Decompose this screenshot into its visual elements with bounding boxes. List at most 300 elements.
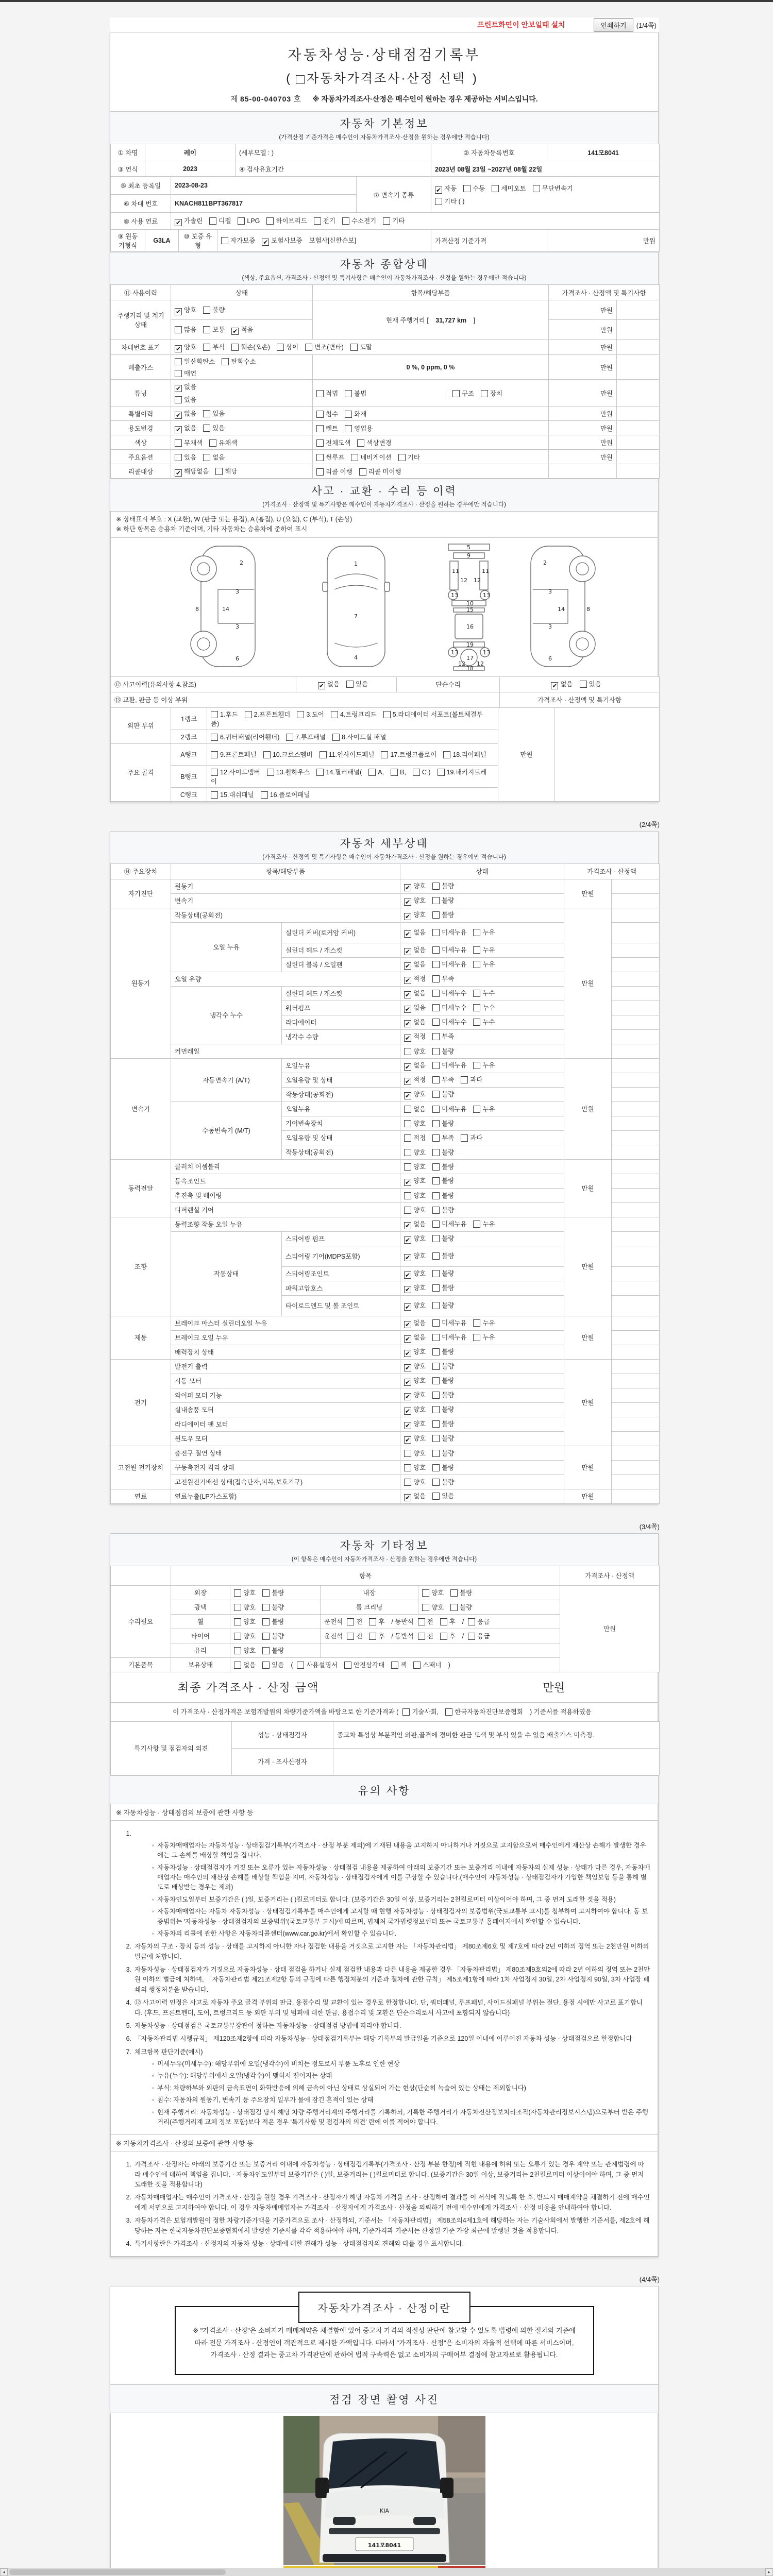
checkbox[interactable] (209, 439, 216, 447)
checkbox[interactable] (262, 1604, 270, 1611)
checkbox[interactable] (262, 1618, 270, 1625)
checkbox-checked[interactable]: ✔ (405, 913, 411, 920)
checkbox-checked[interactable]: ✔ (175, 308, 181, 315)
checkbox[interactable] (175, 396, 182, 403)
checkbox[interactable] (440, 1633, 447, 1640)
checkbox[interactable] (175, 439, 182, 447)
subitem-cell: 기어변속장치 (282, 1116, 400, 1130)
price-col-label: 가격조사 · 산정액 및 특기사항 (500, 692, 660, 707)
checkbox[interactable] (432, 1420, 440, 1428)
item-cell: 충전구 절연 상태 (171, 1446, 400, 1460)
checkbox[interactable] (533, 185, 540, 192)
svg-text:2: 2 (240, 559, 243, 566)
checkbox[interactable] (316, 411, 324, 418)
window-top-edge (0, 0, 773, 2)
checkbox[interactable] (432, 1392, 440, 1399)
checkbox[interactable] (404, 1450, 411, 1457)
checkbox[interactable] (473, 929, 480, 936)
checkbox[interactable] (263, 751, 271, 758)
checkbox[interactable] (481, 390, 488, 397)
detail-price-extra (612, 986, 660, 1001)
checkbox[interactable] (404, 1163, 411, 1171)
checkbox[interactable] (211, 791, 218, 799)
checkbox-checked[interactable]: ✔ (405, 1254, 411, 1261)
checkbox[interactable] (580, 681, 587, 688)
notice-item (118, 2021, 650, 2031)
checkbox[interactable] (344, 1662, 351, 1669)
detail-price-extra (612, 1116, 660, 1130)
scroll-left-button[interactable]: ◄ (0, 2568, 8, 2576)
checkbox[interactable] (203, 425, 210, 432)
checkbox[interactable] (222, 358, 229, 365)
item-cell: 클러치 어셈블리 (171, 1159, 400, 1174)
final-price-note (110, 1702, 658, 1722)
checkbox[interactable] (261, 791, 268, 799)
checkbox[interactable] (332, 734, 340, 741)
checkbox[interactable] (359, 468, 366, 476)
checkbox[interactable] (473, 1106, 480, 1113)
checkbox-checked[interactable]: ✔ (405, 948, 411, 955)
detail-price-extra (612, 1231, 660, 1246)
checkbox[interactable] (432, 1435, 440, 1442)
checkbox-checked[interactable]: ✔ (175, 345, 181, 352)
checkbox[interactable] (468, 1633, 475, 1640)
checkbox[interactable] (404, 1106, 411, 1113)
checkbox[interactable] (277, 344, 284, 351)
checkbox[interactable] (432, 1493, 440, 1500)
checkbox[interactable] (234, 1647, 241, 1654)
checkbox[interactable] (432, 961, 440, 968)
checkbox[interactable] (305, 344, 312, 351)
checkbox-checked[interactable]: ✔ (405, 962, 411, 970)
col-item-part: 항목/해당부품 (171, 863, 400, 879)
checkbox[interactable] (383, 217, 390, 225)
checkbox[interactable] (404, 1149, 411, 1156)
checkbox-checked[interactable]: ✔ (405, 1286, 411, 1293)
basic-info-table-r6 (110, 229, 660, 252)
checkbox[interactable] (391, 769, 398, 776)
checkbox[interactable] (296, 75, 305, 84)
checkbox-checked[interactable]: ✔ (405, 1236, 411, 1244)
checkbox[interactable] (473, 946, 480, 954)
checkbox-label: 3.도어 (306, 710, 324, 718)
checkbox[interactable] (215, 468, 223, 475)
checkbox-label: 16.플로어패널 (270, 791, 310, 799)
subgroup-label: 작동상태 (171, 1231, 282, 1316)
inline-text: ) 기준서를 적용하였음 (529, 1708, 592, 1716)
checkbox[interactable] (418, 1618, 425, 1625)
checkbox[interactable] (391, 1662, 398, 1669)
notice-item (118, 2239, 650, 2249)
checkbox-label: 해당없음 (184, 467, 209, 475)
checkbox-label: 전체도색 (326, 439, 351, 447)
checkbox-label: 영업용 (354, 425, 373, 432)
checkbox[interactable] (432, 1033, 440, 1040)
checkbox-checked[interactable]: ✔ (405, 1422, 411, 1429)
checkbox[interactable] (432, 1149, 440, 1156)
checkbox[interactable] (267, 769, 274, 776)
checkbox[interactable] (203, 410, 210, 417)
checkbox[interactable] (314, 217, 321, 225)
checkbox[interactable] (461, 1134, 468, 1142)
checkbox-checked[interactable]: ✔ (405, 1321, 411, 1328)
checkbox[interactable] (316, 468, 324, 476)
checkbox[interactable] (404, 1479, 411, 1486)
checkbox[interactable] (404, 1134, 411, 1142)
checkbox[interactable] (418, 1633, 425, 1640)
checkbox-checked[interactable]: ✔ (175, 469, 181, 477)
checkbox[interactable] (262, 1633, 270, 1640)
notice-item-text (135, 1829, 650, 1839)
checkbox-label: 미세누유 (442, 1062, 467, 1069)
rank-items (207, 730, 498, 743)
checkbox-checked[interactable]: ✔ (435, 187, 442, 194)
checkbox[interactable] (413, 769, 420, 776)
print-helper-link[interactable]: 프린트화면이 안보일때 설치 (477, 21, 565, 29)
checkbox-label: 양호 (413, 1207, 426, 1214)
checkbox[interactable] (211, 751, 218, 758)
item-cell: 발전기 출력 (171, 1359, 400, 1374)
checkbox-label: 무채색 (184, 439, 203, 447)
checkbox[interactable] (234, 1633, 241, 1640)
detail-row (111, 1159, 660, 1174)
checkbox[interactable] (473, 1319, 480, 1327)
checkbox[interactable] (383, 711, 391, 718)
page-gap-1 (110, 802, 659, 831)
checkbox[interactable] (432, 1106, 440, 1113)
state-cell (400, 1231, 564, 1246)
checkbox-checked[interactable]: ✔ (405, 1179, 411, 1186)
checkbox-checked[interactable]: ✔ (405, 1035, 411, 1042)
checkbox-label: 가솔린 (184, 217, 203, 225)
checkbox[interactable] (262, 1662, 270, 1669)
checkbox[interactable] (402, 1708, 410, 1716)
checkbox-label: 세미오토 (501, 185, 526, 192)
checkbox-label: 적법 (326, 389, 339, 397)
checkbox[interactable] (432, 1450, 440, 1457)
checkbox-label: 부족 (442, 1076, 455, 1083)
checkbox[interactable] (432, 1163, 440, 1171)
checkbox[interactable] (231, 344, 239, 351)
detail-price-extra (612, 1316, 660, 1330)
checkbox[interactable] (422, 1589, 429, 1597)
checkbox[interactable] (435, 198, 442, 205)
transmission-label: ⑦ 변속기 종류 (357, 177, 431, 213)
device-group-label: 변속기 (111, 1058, 171, 1159)
checkbox[interactable] (432, 1319, 440, 1327)
checkbox[interactable] (316, 439, 324, 447)
checkbox-checked[interactable]: ✔ (318, 682, 324, 689)
main-option-items (313, 450, 549, 464)
checkbox[interactable] (432, 1302, 440, 1309)
checkbox[interactable] (404, 1120, 411, 1127)
print-button[interactable]: 인쇄하기 (594, 18, 633, 32)
checkbox[interactable] (345, 390, 352, 397)
detail-price-extra (612, 879, 660, 893)
checkbox-label: 전 (427, 1633, 433, 1640)
checkbox-label: 자동 (444, 185, 457, 192)
checkbox[interactable] (432, 1235, 440, 1242)
checkbox[interactable] (432, 1004, 440, 1011)
checkbox[interactable] (432, 1270, 440, 1277)
checkbox[interactable] (432, 929, 440, 936)
checkbox[interactable] (432, 1019, 440, 1026)
checkbox[interactable] (432, 1134, 440, 1142)
checkbox[interactable] (203, 344, 210, 351)
checkbox[interactable] (342, 217, 349, 225)
checkbox[interactable] (369, 1633, 376, 1640)
checkbox-label: 네비게이션 (360, 453, 392, 461)
checkbox-label: 잭 (400, 1662, 407, 1669)
checkbox[interactable] (266, 217, 274, 225)
checkbox[interactable] (234, 1662, 241, 1669)
item-cell: 원동기 (171, 879, 400, 893)
checkbox[interactable] (234, 1589, 241, 1597)
checkbox[interactable] (234, 1618, 241, 1625)
checkbox[interactable] (398, 454, 406, 461)
checkbox[interactable] (422, 1604, 429, 1611)
checkbox[interactable] (404, 1207, 411, 1214)
checkbox[interactable] (357, 439, 364, 447)
scroll-right-button[interactable]: ► (765, 2568, 773, 2576)
checkbox[interactable] (468, 1618, 475, 1625)
checkbox-checked[interactable]: ✔ (405, 991, 411, 998)
checkbox-label: 전 (427, 1618, 433, 1625)
checkbox[interactable] (440, 1618, 447, 1625)
checkbox-checked[interactable]: ✔ (405, 1494, 411, 1501)
interior-label: 내장 (321, 1585, 418, 1600)
checkbox[interactable] (297, 1662, 304, 1669)
checkbox-checked[interactable]: ✔ (405, 1222, 411, 1229)
checkbox[interactable] (473, 961, 480, 968)
checkbox-label: 부족 (442, 975, 455, 982)
checkbox[interactable] (450, 1604, 458, 1611)
checkbox[interactable] (221, 237, 228, 244)
checkbox[interactable] (211, 769, 218, 776)
checkbox[interactable] (234, 1604, 241, 1611)
checkbox-label: 불량 (272, 1618, 284, 1625)
opinion-group-label: 특기사항 및 점검자의 의견 (111, 1721, 232, 1775)
checkbox[interactable] (316, 769, 324, 776)
checkbox[interactable] (432, 1464, 440, 1471)
checkbox-checked[interactable]: ✔ (405, 1350, 411, 1357)
final-price-row (110, 1672, 658, 1703)
checkbox[interactable] (347, 1633, 354, 1640)
checkbox[interactable] (404, 1464, 411, 1471)
checkbox[interactable] (262, 1589, 270, 1597)
checkbox[interactable] (432, 1207, 440, 1214)
checkbox[interactable] (432, 1377, 440, 1384)
checkbox[interactable] (297, 711, 304, 718)
checkbox[interactable] (473, 1019, 480, 1026)
checkbox-label: 불량 (442, 1420, 455, 1428)
svg-text:3: 3 (548, 623, 552, 630)
checkbox[interactable] (432, 990, 440, 997)
item-cell: 라디에이터 팬 모터 (171, 1417, 400, 1431)
checkbox[interactable] (432, 911, 440, 919)
checkbox-checked[interactable]: ✔ (405, 1272, 411, 1279)
svg-text:KIA: KIA (379, 2507, 389, 2515)
checkbox[interactable] (413, 1662, 421, 1669)
usage-change-state (171, 421, 313, 435)
notice-bullet (149, 2108, 650, 2128)
checkbox[interactable] (432, 1252, 440, 1260)
checkbox[interactable] (432, 1120, 440, 1127)
checkbox-label: 양호 (413, 1377, 426, 1384)
checkbox-checked[interactable]: ✔ (405, 977, 411, 984)
checkbox-checked[interactable]: ✔ (405, 1078, 411, 1085)
checkbox[interactable] (432, 1177, 440, 1184)
checkbox[interactable] (316, 390, 324, 397)
checkbox[interactable] (211, 734, 218, 741)
checkbox[interactable] (175, 358, 182, 365)
checkbox[interactable] (320, 751, 327, 758)
checkbox[interactable] (316, 425, 324, 432)
car-name-value: 레이 (145, 144, 236, 161)
checkbox[interactable] (473, 990, 480, 997)
checkbox[interactable] (432, 1406, 440, 1413)
checkbox-checked[interactable]: ✔ (232, 327, 238, 335)
checkbox[interactable] (175, 454, 182, 461)
checkbox[interactable] (316, 454, 324, 461)
checkbox[interactable] (369, 1618, 376, 1625)
transmission-options (431, 177, 660, 213)
checkbox[interactable] (452, 390, 460, 397)
checkbox-label: 양호 (413, 897, 426, 904)
notice-bullet (149, 1929, 650, 1939)
checkbox[interactable] (211, 711, 218, 718)
bullet-marker: ◦ (152, 2108, 155, 2116)
checkbox-checked[interactable]: ✔ (405, 1335, 411, 1343)
checkbox[interactable] (245, 711, 252, 718)
checkbox[interactable] (346, 681, 354, 688)
svg-text:14: 14 (558, 605, 565, 613)
checkbox[interactable] (175, 370, 182, 377)
checkbox-label: 양호 (243, 1633, 256, 1640)
checkbox[interactable] (473, 1004, 480, 1011)
checkbox[interactable] (286, 734, 293, 741)
checkbox[interactable] (345, 411, 352, 418)
checkbox[interactable] (331, 711, 338, 718)
checkbox[interactable] (209, 217, 216, 225)
checkbox-checked[interactable]: ✔ (552, 682, 558, 689)
checkbox[interactable] (432, 946, 440, 954)
checkbox-checked[interactable]: ✔ (405, 1092, 411, 1099)
section-detail-status: 자동차 세부상태 (가격조사 · 산정액 및 특기사항은 매수인이 자동차가격조사 · 산정을 원하는 경우에만 적습니다) (110, 832, 658, 864)
checkbox-checked[interactable]: ✔ (175, 385, 181, 392)
checkbox[interactable] (432, 883, 440, 890)
checkbox-checked[interactable]: ✔ (405, 1303, 411, 1311)
checkbox-label: 불량 (442, 1270, 455, 1277)
checkbox[interactable] (351, 454, 358, 461)
checkbox-checked[interactable]: ✔ (405, 1393, 411, 1400)
checkbox[interactable] (432, 1048, 440, 1055)
state-cell (400, 1446, 564, 1460)
checkbox[interactable] (432, 1479, 440, 1486)
state-cell (400, 1330, 564, 1345)
checkbox[interactable] (432, 1221, 440, 1228)
checkbox-checked[interactable]: ✔ (405, 1020, 411, 1027)
checkbox-checked[interactable]: ✔ (175, 411, 181, 419)
checkbox[interactable] (432, 1062, 440, 1069)
checkbox[interactable] (432, 1076, 440, 1083)
checkbox-checked[interactable]: ✔ (405, 1063, 411, 1071)
checkbox[interactable] (345, 425, 352, 432)
checkbox[interactable] (381, 751, 388, 758)
checkbox[interactable] (238, 217, 245, 225)
checkbox[interactable] (262, 1647, 270, 1654)
checkbox[interactable] (432, 897, 440, 904)
checkbox[interactable] (347, 1618, 354, 1625)
checkbox[interactable] (461, 1076, 468, 1083)
checkbox[interactable] (404, 1192, 411, 1199)
checkbox[interactable] (438, 769, 445, 776)
checkbox[interactable] (432, 1091, 440, 1098)
checkbox[interactable] (432, 1334, 440, 1341)
checkbox-label: 없음 (413, 1062, 426, 1069)
checkbox[interactable] (432, 1192, 440, 1199)
notice-item (118, 2160, 650, 2190)
rank-price-extra (555, 707, 660, 801)
checkbox[interactable] (432, 1348, 440, 1355)
checkbox-label: 썬루프 (326, 453, 345, 461)
checkbox-checked[interactable]: ✔ (405, 930, 411, 938)
checkbox[interactable] (368, 769, 376, 776)
checkbox[interactable] (445, 1708, 452, 1716)
engine-type-label: ⑨ 원동 기형식 (111, 230, 145, 252)
checkbox[interactable] (203, 326, 210, 333)
checkbox-label: 불량 (460, 1589, 473, 1597)
checkbox-checked[interactable]: ✔ (405, 1006, 411, 1013)
notice-sec2-body (110, 2151, 658, 2257)
checkbox[interactable] (450, 1589, 458, 1597)
checkbox-label: 양호 (243, 1618, 256, 1625)
checkbox-checked[interactable]: ✔ (405, 899, 411, 906)
checkbox-checked[interactable]: ✔ (175, 426, 181, 433)
checkbox[interactable] (203, 307, 210, 314)
checkbox[interactable] (404, 1048, 411, 1055)
checkbox-checked[interactable]: ✔ (405, 1379, 411, 1386)
basic-info-table-r34 (110, 176, 660, 213)
scrollbar-thumb[interactable] (9, 2569, 226, 2575)
checkbox-checked[interactable]: ✔ (405, 1408, 411, 1415)
checkbox[interactable] (432, 1363, 440, 1370)
checkbox[interactable] (473, 1062, 480, 1069)
checkbox[interactable] (443, 751, 450, 758)
checkbox[interactable] (463, 185, 470, 192)
checkbox-checked[interactable]: ✔ (263, 239, 268, 246)
checkbox[interactable] (350, 344, 358, 351)
checkbox-label: 불량 (442, 897, 455, 904)
checkbox-checked[interactable]: ✔ (405, 1436, 411, 1444)
checkbox[interactable] (473, 1334, 480, 1341)
checkbox[interactable] (203, 454, 210, 461)
checkbox[interactable] (432, 975, 440, 982)
horizontal-scrollbar[interactable] (0, 2568, 773, 2576)
inline-text: 운전석 (324, 1618, 343, 1625)
checkbox-label: 없음 (413, 990, 426, 997)
checkbox-checked[interactable]: ✔ (175, 219, 181, 226)
detail-price-unit: 만원 (564, 1159, 612, 1217)
checkbox[interactable] (175, 326, 182, 333)
checkbox[interactable] (473, 1221, 480, 1228)
checkbox[interactable] (492, 185, 499, 192)
checkbox-checked[interactable]: ✔ (405, 884, 411, 891)
device-group-label: 고전원 전기장치 (111, 1446, 171, 1489)
checkbox[interactable] (432, 1284, 440, 1292)
notice-bullet (149, 2059, 650, 2069)
checkbox-checked[interactable]: ✔ (405, 1364, 411, 1371)
